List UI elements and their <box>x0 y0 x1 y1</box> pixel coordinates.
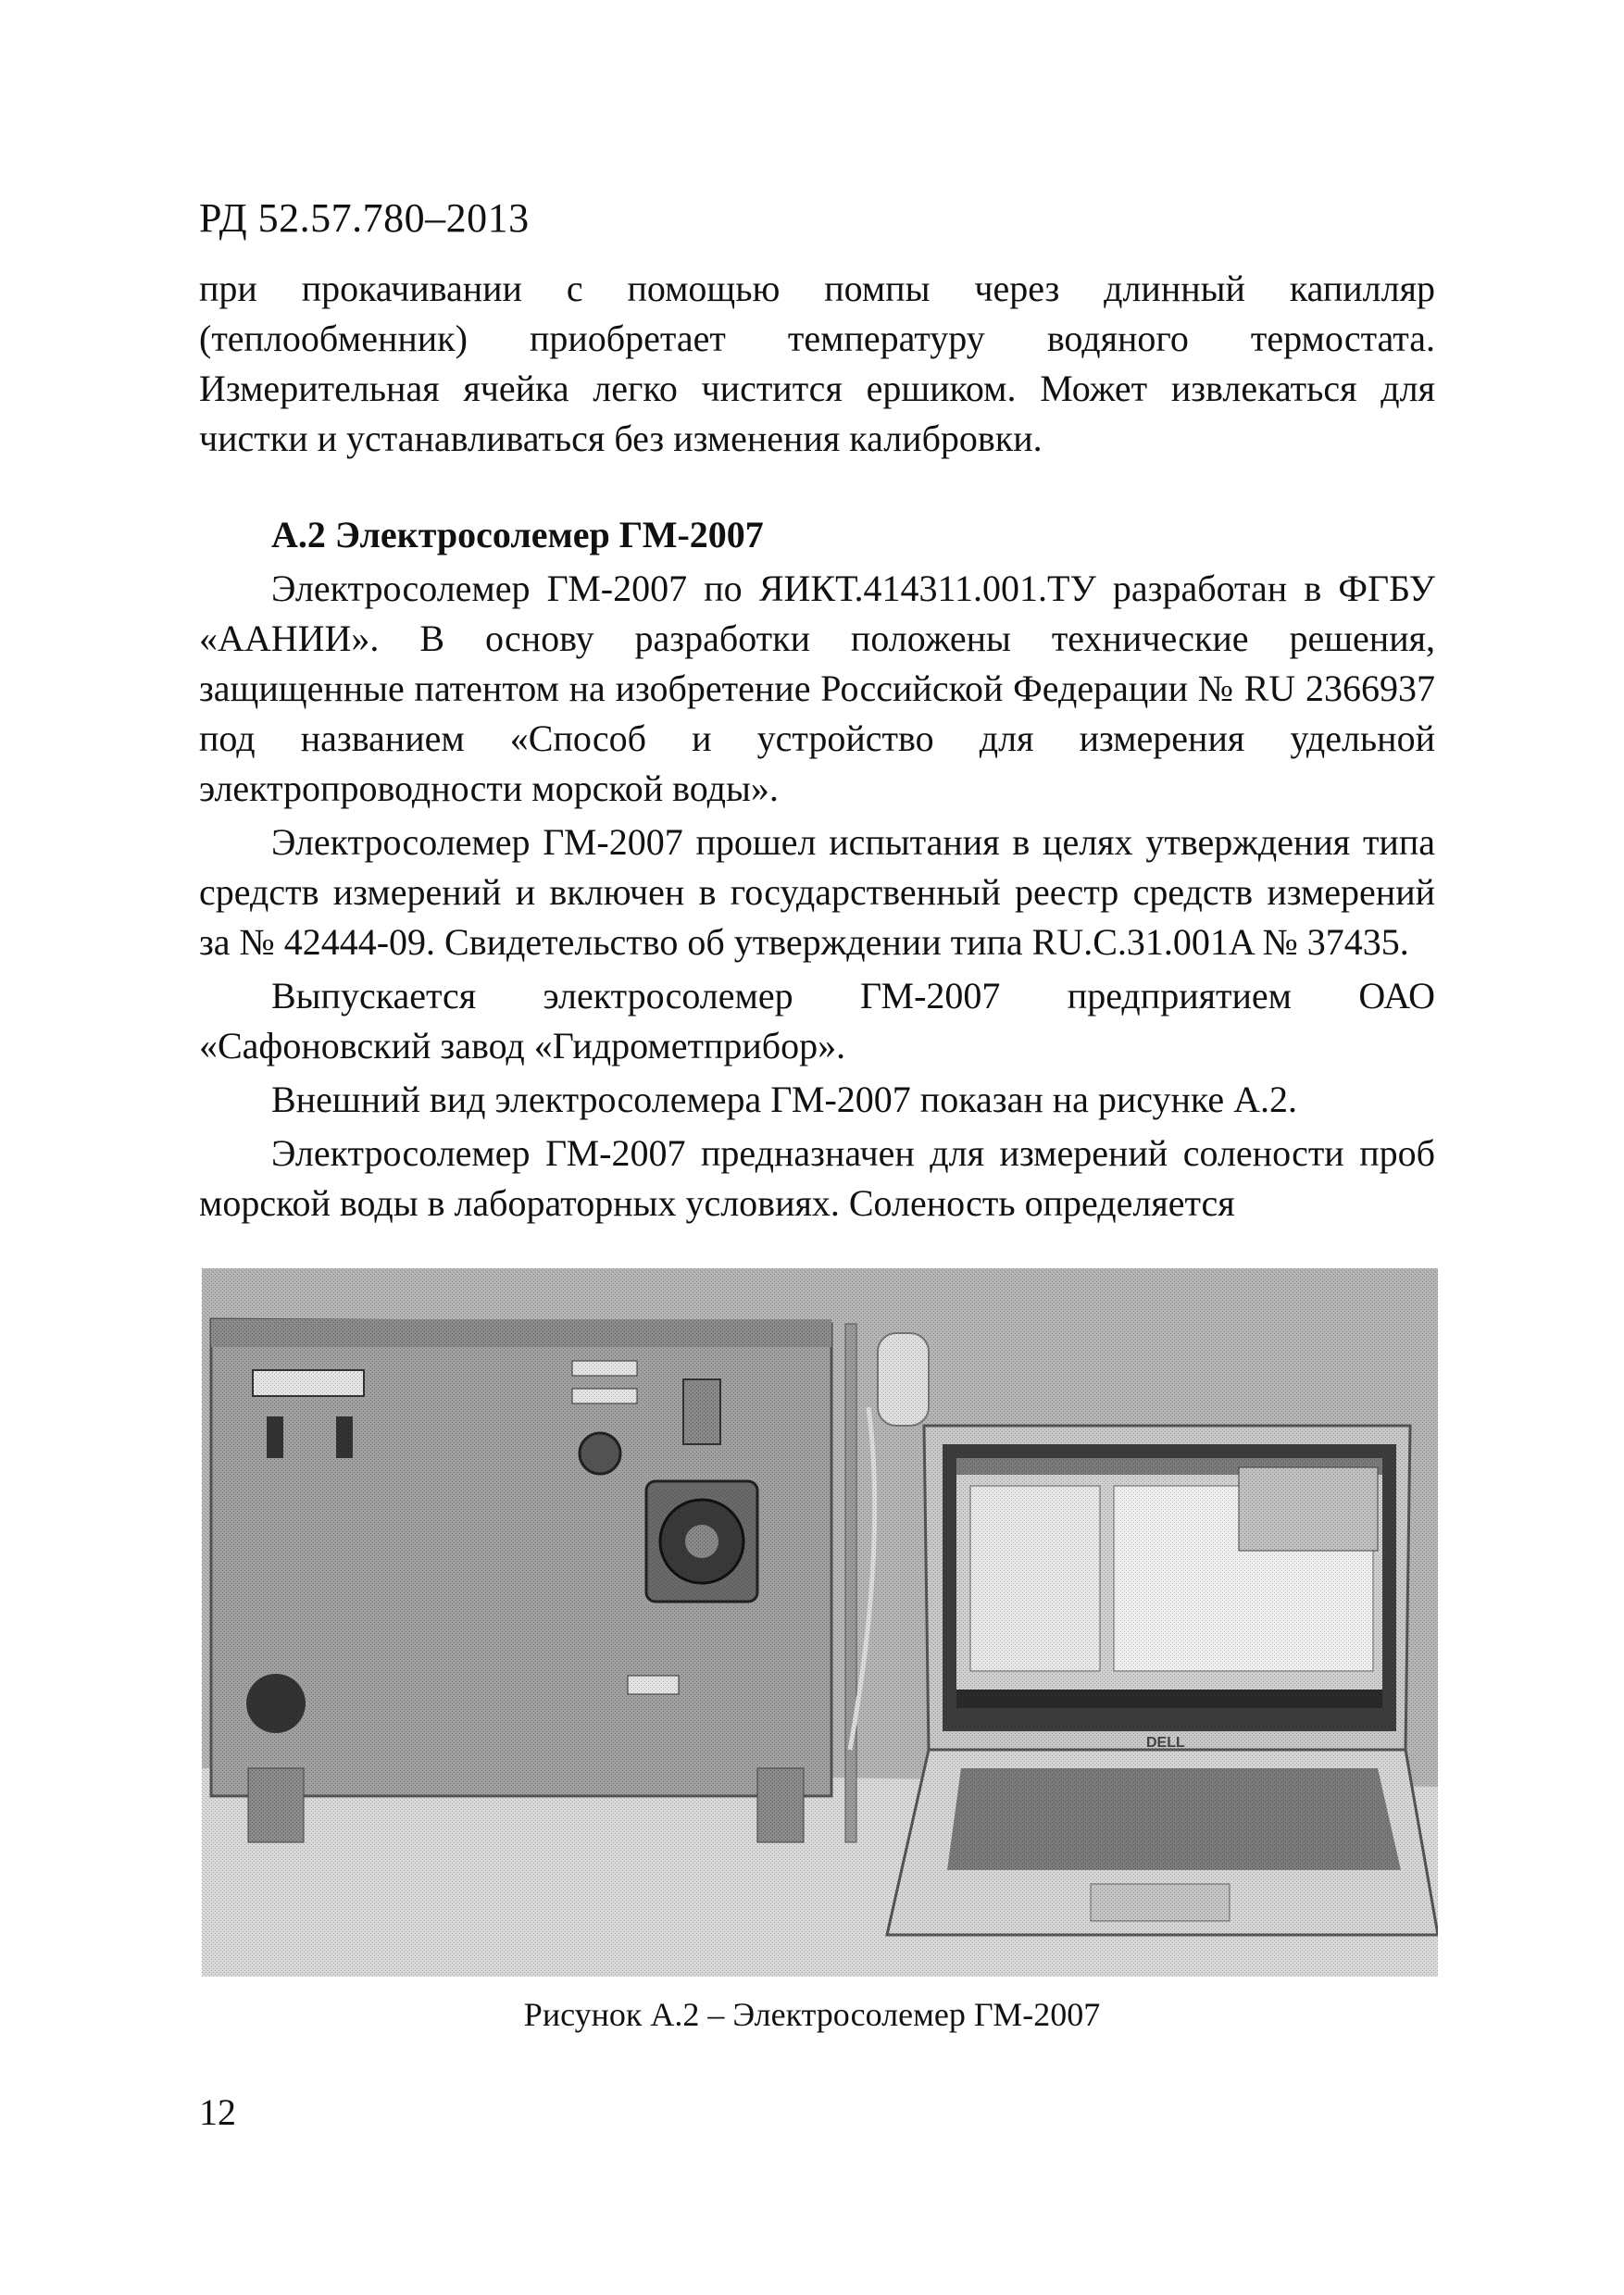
paragraph-certification: Электросолемер ГМ-2007 прошел испытания в целях утверждения типа средств измерений и включен в государственный реестр средств измерений за № 42444-09. Свидетельство об утверждении типа RU.C.31.001A № 37435. <box>199 821 1435 963</box>
photo-electrosalinometer-icon <box>202 1268 1438 1977</box>
paragraph-figure-reference: Внешний вид электросолемера ГМ-2007 показан на рисунке А.2. <box>271 1079 1298 1120</box>
body-text <box>199 264 1435 1229</box>
figure-caption: Рисунок А.2 – Электросолемер ГМ-2007 <box>523 1996 1101 2033</box>
page-header-doc-code: РД 52.57.780–2013 <box>199 195 530 241</box>
page-number: 12 <box>199 2091 236 2133</box>
figure-photo <box>202 1268 1438 1977</box>
paragraph-continuation: при прокачивании с помощью помпы через длинный капилляр (теплообменник) приобретает температуру водяного термостата. Измерительная ячейка легко чистится ершиком. Может извлекаться для чистки и устанавливаться без изменения калибровки. <box>199 268 1435 459</box>
section-heading: А.2 Электросолемер ГМ-2007 <box>271 514 764 555</box>
paragraph-manufacturer: Выпускается электросолемер ГМ-2007 предприятием ОАО «Сафоновский завод «Гидрометприбор». <box>199 975 1435 1066</box>
paragraph-purpose: Электросолемер ГМ-2007 предназначен для измерений солености проб морской воды в лабораторных условиях. Соленость определяется <box>199 1132 1435 1224</box>
paragraph-development: Электросолемер ГМ-2007 по ЯИКТ.414311.001.ТУ разработан в ФГБУ «ААНИИ». В основу разработки положены технические решения, защищенные патентом на изобретение Российской Федерации № RU 2366937 под названием «Способ и устройство для измерения удельной электропроводности морской воды». <box>199 568 1435 809</box>
